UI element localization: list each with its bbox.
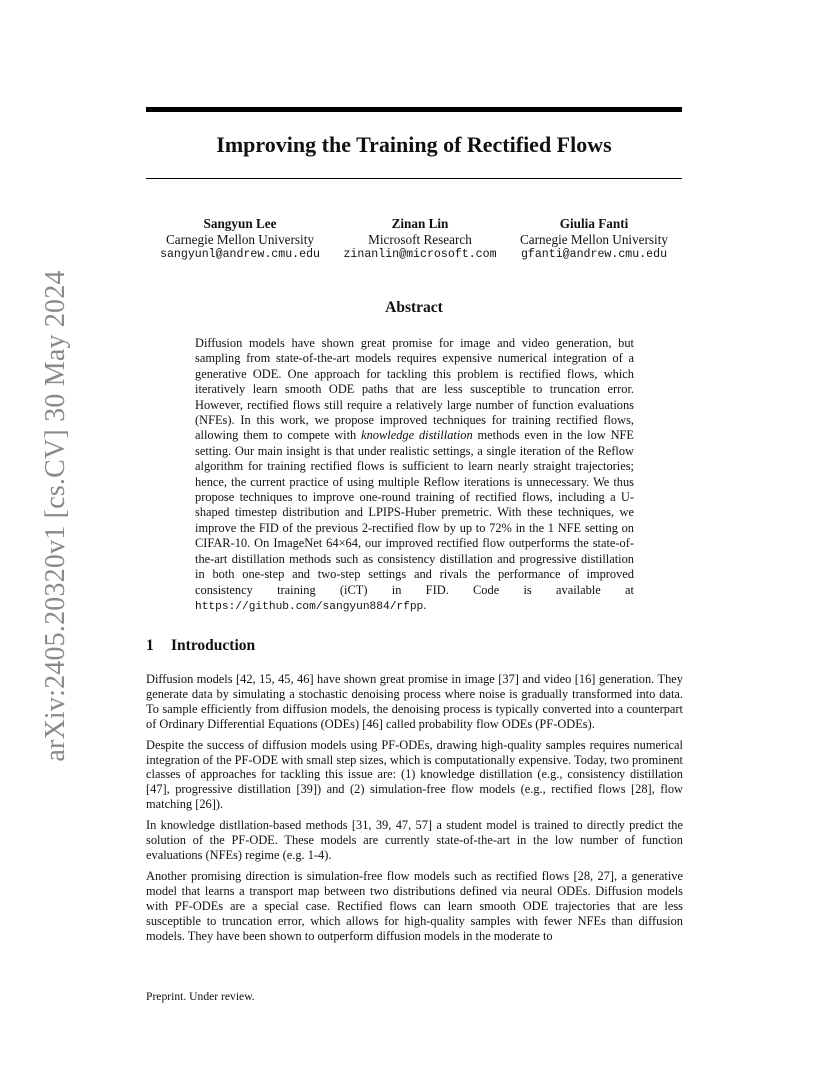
author-block bbox=[494, 216, 694, 263]
arxiv-identifier: arXiv:2405.20320v1 [cs.CV] 30 May 2024 bbox=[40, 270, 71, 762]
title-rule-bottom bbox=[146, 178, 682, 179]
section-heading bbox=[146, 637, 255, 655]
paragraph: In knowledge distllation-based methods [31, 39, 47, 57] a student model is trained to directly predict the solution of the PF-ODE. These models are currently state-of-the-art in the low number of function evaluations (NFEs) regime (e.g. 1-4). bbox=[146, 818, 683, 862]
author-affiliation: Carnegie Mellon University bbox=[166, 231, 314, 247]
abstract-heading: Abstract bbox=[385, 299, 443, 316]
section-title: Introduction bbox=[171, 637, 256, 654]
author-email[interactable]: zinanlin@microsoft.com bbox=[343, 248, 497, 261]
title-rule-top bbox=[146, 107, 682, 112]
abstract-text-part: methods even in the low NFE setting. Our main insight is that under realistic settings, a single iteration of the Reflow algorithm for training rectified flows is sufficient to learn nearly straight trajectories; hence, the current practice of using multiple Reflow iterations is unnecessary. We thus propose techniques to improve one-round training of rectified flows, including a U-shaped timestep distribution and LPIPS-Huber premetric. With these techniques, we improve the FID of the previous 2-rectified flow by up to 72% in the 1 NFE setting on CIFAR-10. On ImageNet 64×64, our improved rectified flow outperforms the state-of-the-art distillation methods such as consistency distillation and progressive distillation in both one-step and two-step settings and rivals the performance of improved consistency training (iCT) in FID. Code is available at bbox=[195, 428, 635, 597]
abstract-text-part: . bbox=[423, 597, 427, 612]
paragraph: Despite the success of diffusion models using PF-ODEs, drawing high-quality samples requires numerical integration of the PF-ODE with small step sizes, which is computationally expensive. Today, two prominent classes of approaches for tackling this issue are: (1) knowledge distillation (e.g., consistency distillation [47], progressive distillation [39]) and (2) simulation-free flow models (e.g., rectified flows [28], flow matching [26]). bbox=[146, 737, 683, 812]
abstract-text bbox=[195, 336, 634, 615]
abstract-text-part: Diffusion models have shown great promise for image and video generation, but sampling from state-of-the-art models requires expensive numerical integration of a generative ODE. One approach for tackling this problem is rectified flows, which iteratively learn smooth ODE paths that are less susceptible to truncation error. However, rectified flows still require a relatively large number of function evaluations (NFEs). In this work, we propose improved techniques for training rectified flows, allowing them to compete with bbox=[195, 336, 634, 443]
author-email[interactable]: sangyunl@andrew.cmu.edu bbox=[159, 248, 321, 261]
author-affiliation: Microsoft Research bbox=[368, 231, 472, 247]
author-name: Sangyun Lee bbox=[203, 216, 277, 231]
paragraph: Another promising direction is simulation-free flow models such as rectified flows [28, 27], a generative model that learns a transport map between two distributions defined via neural ODEs. Diffusion models with PF-ODEs are a special case. Rectified flows can learn smooth ODE trajectories that are less susceptible to truncation error, which allows for high-quality samples with fewer NFEs than diffusion models. They have been shown to outperform diffusion models in the moderate to bbox=[146, 868, 683, 943]
author-name: Giulia Fanti bbox=[559, 216, 629, 231]
author-block bbox=[320, 216, 520, 263]
code-link[interactable]: https://github.com/sangyun884/rfpp bbox=[195, 600, 424, 613]
paper-title: Improving the Training of Rectified Flows bbox=[216, 132, 612, 157]
author-name: Zinan Lin bbox=[391, 216, 449, 231]
paragraph: Diffusion models [42, 15, 45, 46] have shown great promise in image [37] and video [16] generation. They generate data by simulating a stochastic denoising process where noise is gradually transformed into data. To sample efficiently from diffusion models, the denoising process is typically converted into a counterpart of Ordinary Differential Equations (ODEs) [46] called probability flow ODEs (PF-ODEs). bbox=[146, 672, 683, 731]
author-email[interactable]: gfanti@andrew.cmu.edu bbox=[520, 248, 668, 261]
abstract-emphasis: knowledge distillation bbox=[361, 428, 473, 443]
introduction-body bbox=[146, 672, 683, 949]
author-block bbox=[140, 216, 340, 263]
footer-note: Preprint. Under review. bbox=[146, 990, 255, 1003]
author-affiliation: Carnegie Mellon University bbox=[520, 231, 668, 247]
section-number: 1 bbox=[146, 637, 154, 654]
